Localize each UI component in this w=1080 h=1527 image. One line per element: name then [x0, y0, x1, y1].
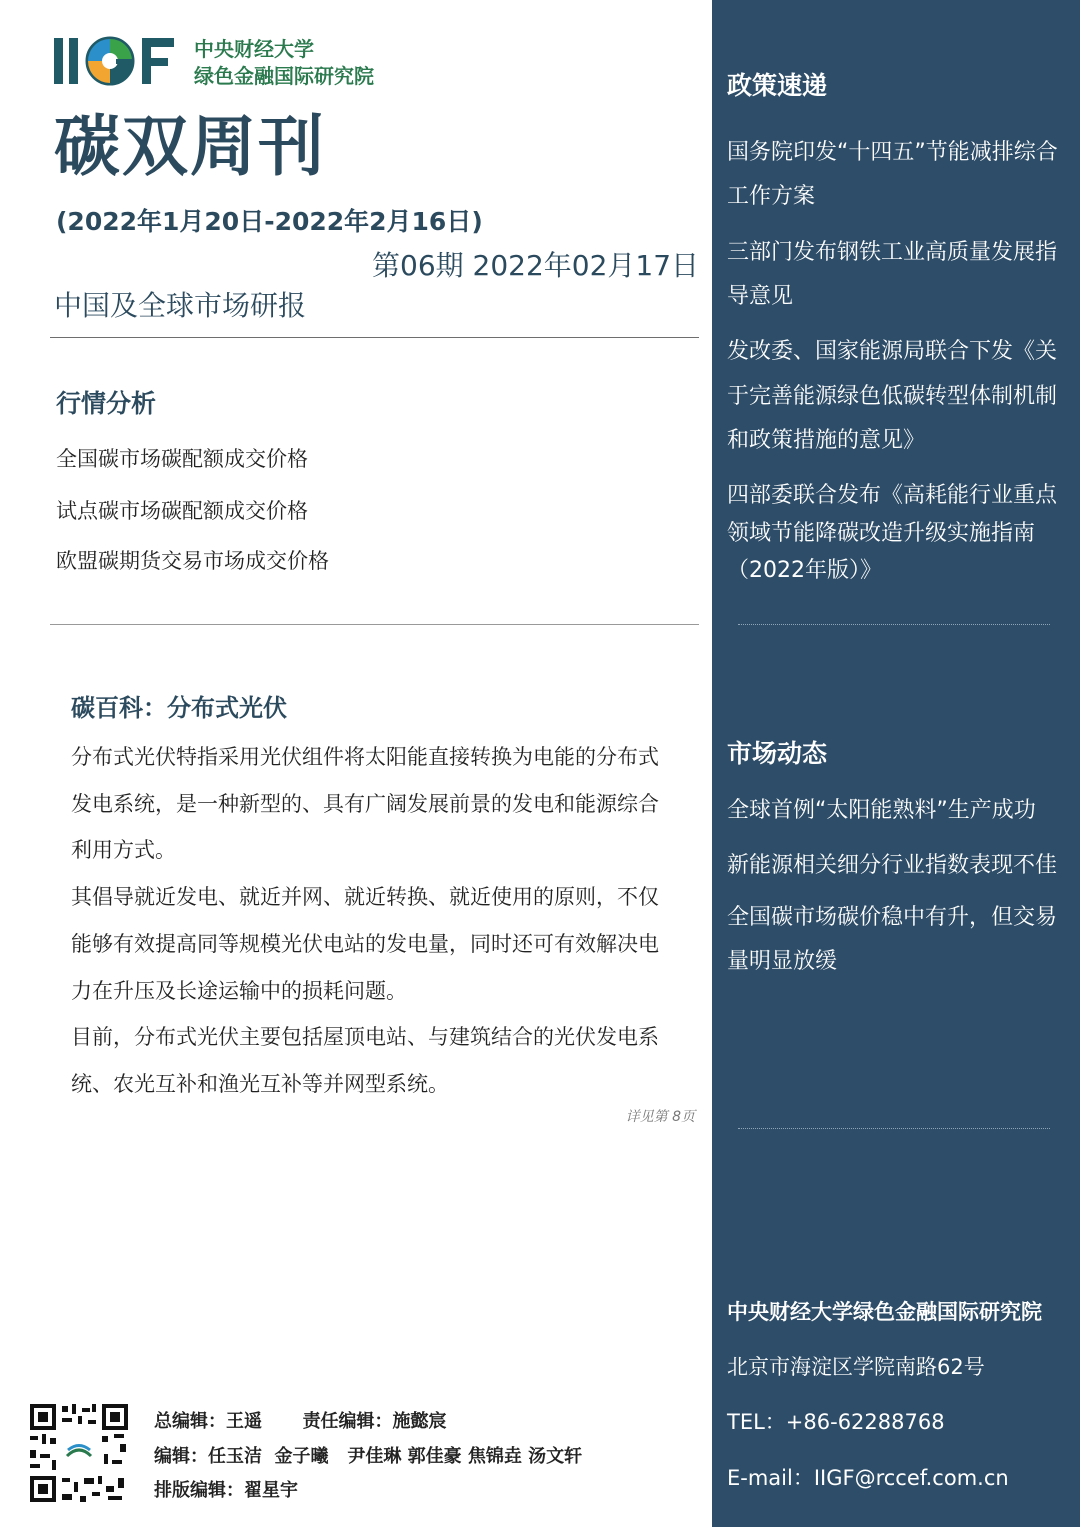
org-name-line2: 绿色金融国际研究院 — [194, 64, 374, 88]
encyclopedia-paragraph: 目前，分布式光伏主要包括屋顶电站、与建筑结合的光伏发电系统、农光互补和渔光互补等并网型系统。 — [71, 1025, 659, 1096]
see-more-link[interactable]: 详见第 8页 — [625, 1109, 695, 1125]
date-range: (2022年1月20日-2022年2月16日) — [56, 207, 483, 236]
telephone: TEL：+86-62288768 — [727, 1410, 945, 1434]
market-item-2[interactable]: 新能源相关细分行业指数表现不佳 — [727, 853, 1058, 878]
issue-number: 第06期 2022年02月17日 — [372, 249, 700, 282]
market-item-3[interactable]: 全国碳市场碳价稳中有升，但交易量明显放缓 — [727, 905, 1058, 974]
org-name-line1: 中央财经大学 — [194, 37, 314, 61]
qr-code-icon — [28, 1402, 130, 1504]
encyclopedia-body — [71, 734, 671, 1108]
policy-item-4[interactable]: 四部委联合发布《高耗能行业重点领域节能降碳改造升级实施指南（2022年版）》 — [727, 483, 1058, 583]
analysis-heading: 行情分析 — [56, 389, 157, 418]
analysis-item-1[interactable]: 全国碳市场碳配额成交价格 — [56, 447, 308, 471]
encyclopedia-paragraph: 分布式光伏特指采用光伏组件将太阳能直接转换为电能的分布式发电系统，是一种新型的、具有广阔发展前景的发电和能源综合利用方式。 — [71, 745, 659, 863]
policy-item-1[interactable]: 国务院印发“十四五”节能减排综合工作方案 — [727, 140, 1058, 209]
iigf-logo — [54, 36, 184, 88]
policy-item-2[interactable]: 三部门发布钢铁工业高质量发展指导意见 — [727, 240, 1058, 309]
encyclopedia-heading: 碳百科：分布式光伏 — [71, 694, 287, 722]
layout-editor: 排版编辑：翟星宇 — [154, 1480, 298, 1501]
market-heading: 市场动态 — [727, 739, 828, 768]
email-link[interactable]: E-mail：IIGF@rccef.com.cn — [727, 1466, 1009, 1490]
editors: 编辑：任玉洁 金子曦 尹佳琳 郭佳豪 焦锦垚 汤文轩 — [154, 1446, 583, 1467]
address: 北京市海淀区学院南路62号 — [727, 1355, 985, 1379]
sidebar-org-name: 中央财经大学绿色金融国际研究院 — [727, 1300, 1042, 1324]
analysis-item-3[interactable]: 欧盟碳期货交易市场成交价格 — [56, 549, 329, 573]
credits-line-1 — [154, 1407, 447, 1433]
dotted-divider — [738, 624, 1050, 625]
policy-heading: 政策速递 — [727, 71, 828, 100]
analysis-item-2[interactable]: 试点碳市场碳配额成交价格 — [56, 499, 308, 523]
policy-item-3[interactable]: 发改委、国家能源局联合下发《关于完善能源绿色低碳转型体制机制和政策措施的意见》 — [727, 339, 1058, 453]
dotted-divider — [738, 1128, 1050, 1129]
divider — [50, 337, 699, 338]
org-name — [194, 36, 374, 90]
chief-editor: 总编辑：王遥 — [154, 1411, 262, 1432]
market-item-1[interactable]: 全球首例“太阳能熟料”生产成功 — [727, 798, 1036, 823]
responsible-editor: 责任编辑：施懿宸 — [302, 1411, 447, 1432]
encyclopedia-paragraph: 其倡导就近发电、就近并网、就近转换、就近使用的原则，不仅能够有效提高同等规模光伏电站的发电量，同时还可有效解决电力在升压及长途运输中的损耗问题。 — [71, 885, 659, 1003]
page-subtitle: 中国及全球市场研报 — [54, 289, 307, 322]
page-title: 碳双周刊 — [54, 108, 326, 185]
divider — [50, 624, 699, 625]
